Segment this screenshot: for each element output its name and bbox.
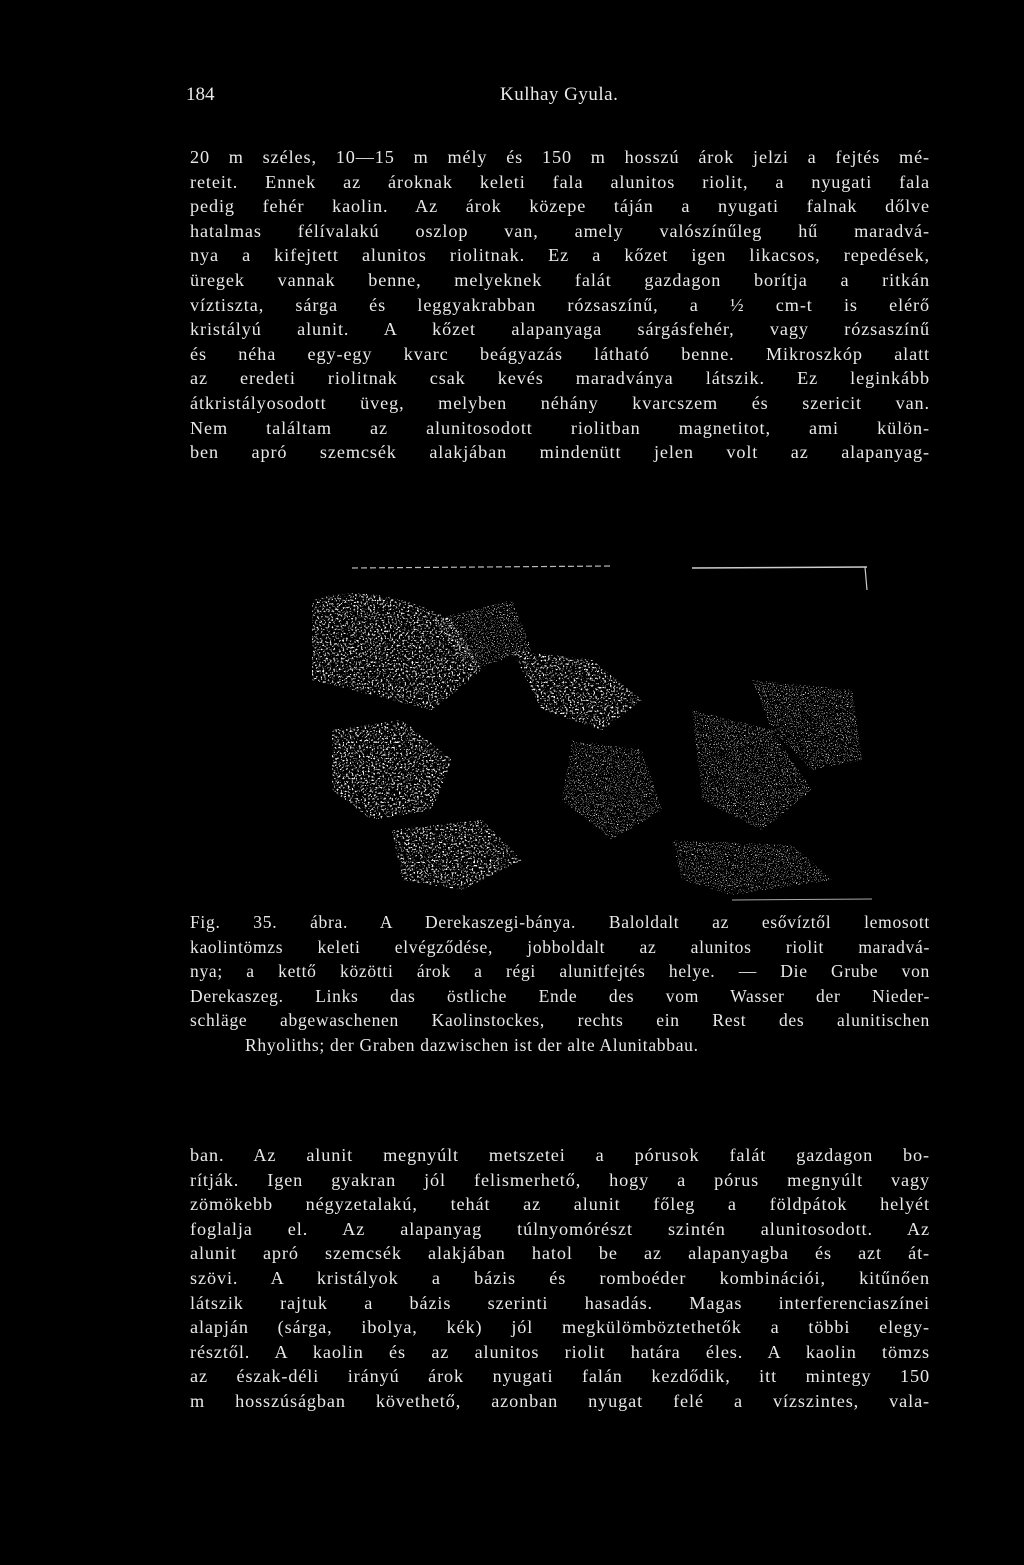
paragraph-bottom [190, 1143, 930, 1414]
text-line: m hosszúságban követhető, azonban nyugat felé a vízszintes, vala- [190, 1390, 930, 1411]
caption-line: Rhyoliths; der Graben dazwischen ist der alte Alunitabbau. [245, 1034, 699, 1055]
text-line: résztől. A kaolin és az alunitos riolit határa éles. A kaolin tömzs [190, 1341, 930, 1362]
photo-image [312, 560, 877, 905]
text-line: foglalja el. Az alapanyag túlnyomórészt szintén alunitosodott. Az [190, 1218, 930, 1239]
text-line: zömökebb négyzetalakú, tehát az alunit főleg a földpátok helyét [190, 1194, 930, 1215]
text-line: átkristályosodott üveg, melyben néhány kvarcszem és szericit van. [190, 392, 930, 413]
text-line: ben apró szemcsék alakjában mindenütt jelen volt az alapanyag- [190, 442, 930, 463]
caption-line: nya; a kettő közötti árok a régi alunitfejtés helye. — Die Grube von [190, 961, 930, 982]
caption-line: kaolintömzs keleti elvégződése, jobboldalt az alunitos riolit maradvá- [190, 936, 930, 957]
text-line: alapján (sárga, ibolya, kék) jól megkülömböztethetők a többi elegy- [190, 1317, 930, 1338]
page-header [0, 84, 1024, 114]
paragraph-top [190, 145, 930, 465]
text-line: szövi. A kristályok a bázis és romboéder kombinációi, kitűnően [190, 1267, 930, 1288]
running-title: Kulhay Gyula. [500, 84, 619, 105]
caption-line: schläge abgewaschenen Kaolinstockes, rechts ein Rest des alunitischen [190, 1010, 930, 1031]
text-line: Nem találtam az alunitosodott riolitban magnetitot, ami külön- [190, 417, 930, 438]
figure-caption [190, 910, 930, 1058]
text-line: nya a kifejtett alunitos riolitnak. Ez a kőzet igen likacsos, repedések, [190, 245, 930, 266]
text-line: rítják. Igen gyakran jól felismerhető, hogy a pórus megnyúlt vagy [190, 1169, 930, 1190]
text-line: reteit. Ennek az ároknak keleti fala alunitos riolit, a nyugati fala [190, 171, 930, 192]
text-line: üregek vannak benne, melyeknek falát gazdagon borítja a ritkán [190, 269, 930, 290]
text-line: kristályú alunit. A kőzet alapanyaga sárgásfehér, vagy rózsaszínű [190, 319, 930, 340]
text-line: hatalmas félívalakú oszlop van, amely valószínűleg hű maradvá- [190, 220, 930, 241]
text-line: 20 m széles, 10—15 m mély és 150 m hosszú árok jelzi a fejtés mé- [190, 147, 930, 167]
text-line: alunit apró szemcsék alakjában hatol be az alapanyagba és azt át- [190, 1243, 930, 1264]
text-line: és néha egy-egy kvarc beágyazás látható benne. Mikroszkóp alatt [190, 343, 930, 364]
quarry-photograph [312, 560, 877, 905]
text-line: pedig fehér kaolin. Az árok közepe táján a nyugati falnak dőlve [190, 196, 930, 217]
text-line: víztiszta, sárga és leggyakrabban rózsaszínű, a ½ cm-t is elérő [190, 294, 930, 315]
caption-line: Derekaszeg. Links das östliche Ende des vom Wasser der Nieder- [190, 985, 930, 1006]
page-number: 184 [186, 84, 215, 105]
caption-line: Fig. 35. ábra. A Derekaszegi-bánya. Baloldalt az esővíztől lemosott [190, 912, 930, 932]
text-line: ban. Az alunit megnyúlt metszetei a pórusok falát gazdagon bo- [190, 1145, 930, 1165]
text-line: az eredeti riolitnak csak kevés maradványa látszik. Ez leginkább [190, 368, 930, 389]
text-line: az észak-déli irányú árok nyugati falán kezdődik, itt mintegy 150 [190, 1366, 930, 1387]
text-line: látszik rajtuk a bázis szerinti hasadás. Magas interferenciaszínei [190, 1292, 930, 1313]
